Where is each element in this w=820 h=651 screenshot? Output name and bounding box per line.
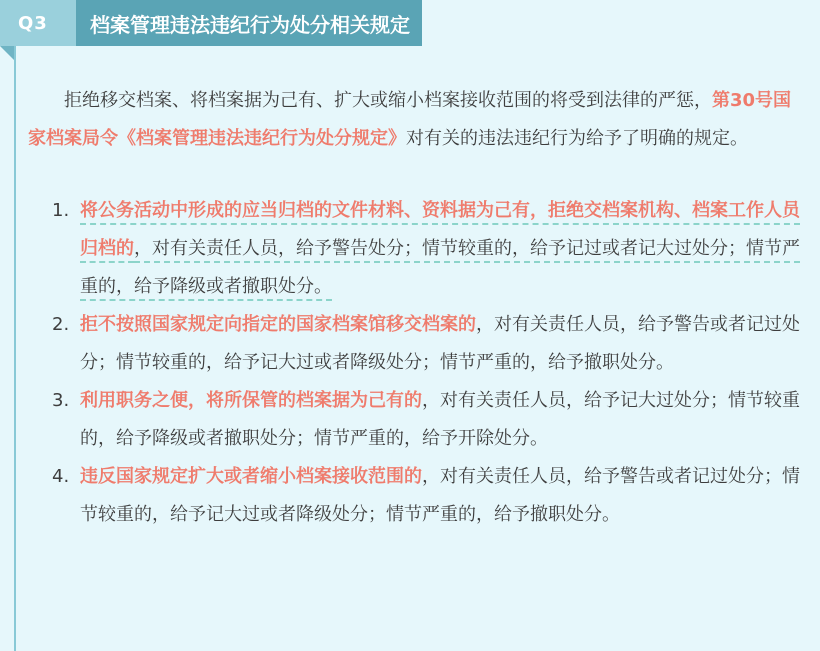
list-item-text [80,200,800,297]
list-item-number: 2. [52,314,70,335]
list-item-number: 3. [52,390,70,411]
regulation-list [28,192,808,534]
list-item [28,382,808,458]
list-item [28,458,808,534]
intro-highlight: 第30号国家档案局令《档案管理违法违纪行为处分规定》 [28,90,792,149]
list-item-rest: ，对有关责任人员，给予记大过处分；情节较重的，给予降级或者撤职处分；情节严重的，给予开除处分。 [80,390,800,449]
header-corner-fold [0,46,14,60]
list-item-highlight: 拒不按照国家规定向指定的国家档案馆移交档案的 [80,314,476,335]
intro-text-end: 对有关的违法违纪行为给予了明确的规定。 [406,128,748,149]
list-item-highlight: 违反国家规定扩大或者缩小档案接收范围的 [80,466,422,487]
list-item-number: 4. [52,466,70,487]
list-item [28,306,808,382]
list-item-highlight: 将公务活动中形成的应当归档的文件材料、资料据为己有，拒绝交档案机构、档案工作人员归档的 [80,200,800,259]
list-item-highlight: 利用职务之便，将所保管的档案据为己有的 [80,390,422,411]
intro-paragraph [28,82,808,158]
list-item [28,192,808,306]
section-header [0,0,422,46]
list-item-rest: ，对有关责任人员，给予警告处分；情节较重的，给予记过或者记大过处分；情节严重的，给予降级或者撤职处分。 [80,238,800,297]
list-item-rest: ，对有关责任人员，给予警告或者记过处分；情节较重的，给予记大过或者降级处分；情节严重的，给予撤职处分。 [80,466,800,525]
section-title: 档案管理违法违纪行为处分相关规定 [76,0,422,46]
list-item-rest: ，对有关责任人员，给予警告或者记过处分；情节较重的，给予记大过或者降级处分；情节严重的，给予撤职处分。 [80,314,800,373]
question-tag: Q3 [0,0,76,46]
content-body [28,82,808,534]
left-border-line [14,46,16,651]
intro-text: 拒绝移交档案、将档案据为己有、扩大或缩小档案接收范围的将受到法律的严惩， [64,90,712,111]
list-item-number: 1. [52,200,70,221]
